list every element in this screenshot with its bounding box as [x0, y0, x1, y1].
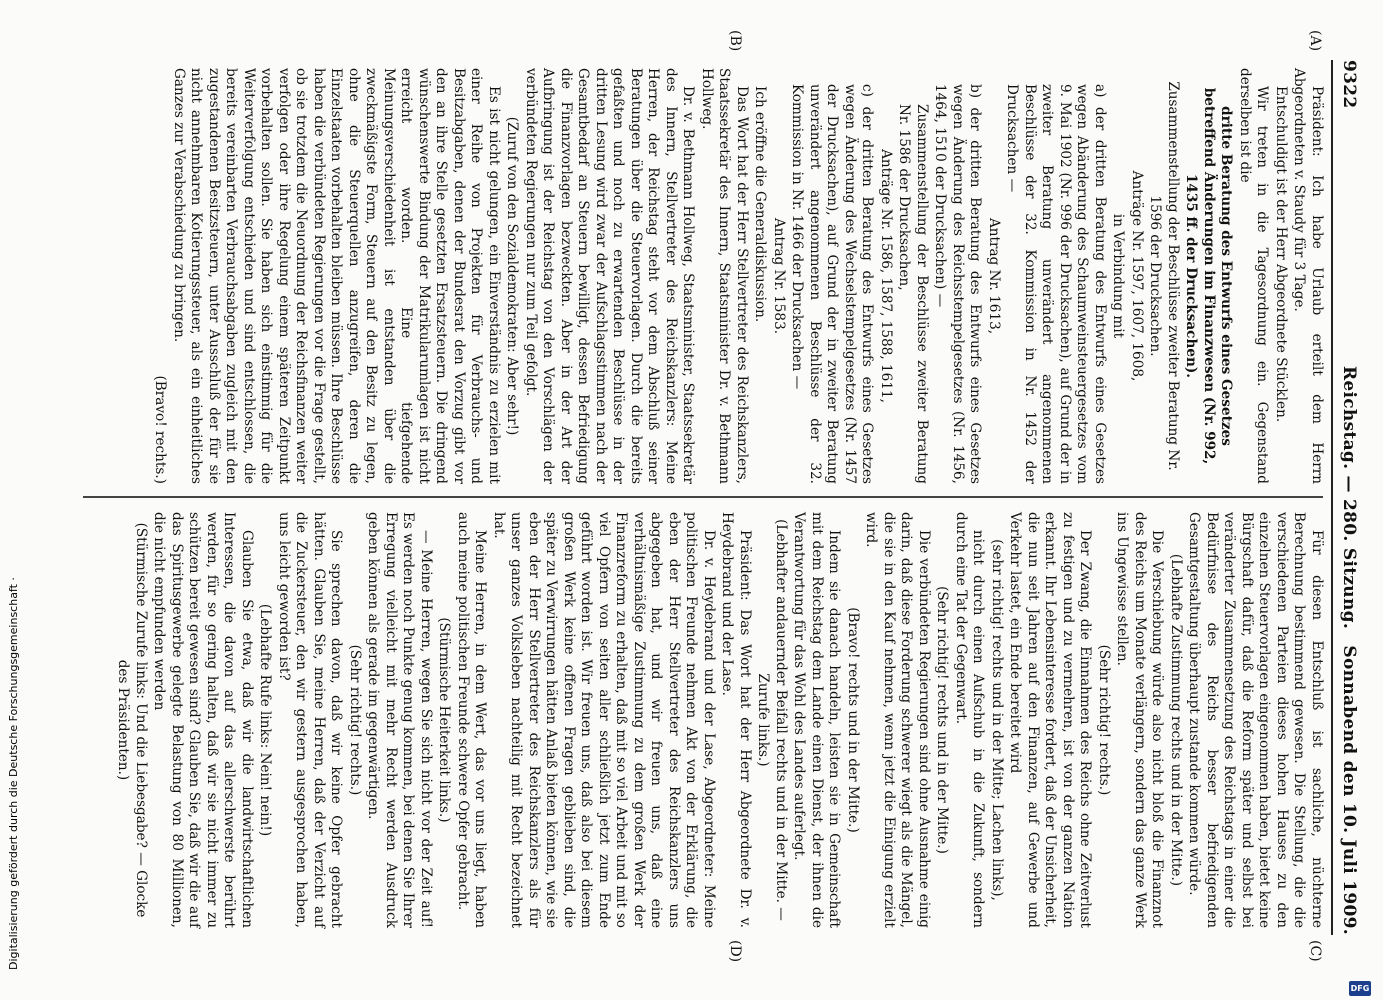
header-rule — [1331, 60, 1333, 935]
paragraph: — Meine Herren, wegen Sie sich nicht vor der Zeit auf! Es werden noch Punkte genug kommen, bei denen Sie Ihrer Erregung vielleicht mit mehr Recht werden Ausdruck geben können als gerade im gegenwärtigen. — [365, 512, 434, 928]
paragraph: Indem sie danach handeln, leisten sie in Gemeinschaft mit dem Reichstag dem Lande einen Dienst, der ihnen die Verantwortung für das Wohl des Landes auferlegt. — [791, 512, 843, 928]
paragraph: Meine Herren, in dem Wert, das vor uns liegt, haben auch meine politischen Freunde schwere Opfer gebracht. — [455, 512, 489, 928]
interjection: (sehr richtig! rechts und in der Mitte; Lachen links), — [989, 539, 1005, 901]
speech: Es ist nicht gelungen, ein Einverständnis zu erzielen mit einer Reihe von Projekten für Verbrauchs- und Besitzabgaben, denen der Bundesrat den Vorzug gibt vor den an ihre Stelle gesetzten Ersatzsteuern. Die dringend wünschenswerte Bindung der Matrikularumlagen ist nicht erreicht worden. Eine tiefgehende Meinungsverschiedenheit ist entstanden über die zweckmäßigste Form, Steuern auf den Besitz zu legen, ohne die Steuerquellen anzugreifen, deren die Einzelstaaten vorbehalten bleiben müssen. Ihre Beschlüsse haben die verbündeten Regierungen vor die Frage gestellt, ob sie trotzdem die Neuordnung der Reichsfinanzen weiter verfolgen oder ihre Regelung einem späteren Zeitpunkt vorbehalten sollen. Sie haben sich einstimmig für die Weiterverfolgung entschieden und sind entschlossen, die bereits vereinbarten Verbrauchsabgaben zugleich mit den zugestandenen Besitzsteuern, unter Ausschluß der für sie nicht annehmbaren Kotierungssteuer, als ein einheitliches Ganzes zur Verabschiedung zu bringen. — [171, 68, 502, 484]
paragraph: Zusammenstellung der Beschlüsse zweiter Beratung Nr. 1596 der Drucksachen. — [1147, 81, 1181, 471]
paragraph: Der Zwang, die Einnahmen des Reichs ohne Zeitverlust zu festigen und zu vermehren, ist von der ganzen Nation erkannt. Ihr Lebensinteresse fordert, daß der Unsicherheit, die nun seit Jahren auf den Finanzen, auf Gewerbe und Verkehr lastet, ein Ende bereitet wird — [1007, 512, 1094, 928]
interjection: (Lebhafte Zustimmung rechts und in der Mitte.) — [1168, 553, 1184, 887]
left-column — [150, 68, 1325, 484]
margin-letter-d: (D) — [727, 940, 743, 963]
dfg-logo: DFG — [1349, 981, 1371, 996]
paragraph: Antrag Nr. 1583. — [771, 217, 787, 335]
paragraph: Anträge Nr. 1597, 1607, 1608, — [1129, 170, 1145, 382]
interjection: (Lebhafte Rufe links: Nein! nein!) — [257, 603, 274, 837]
paragraph: Wir treten in die Tagesordnung ein. Gegenstand derselben ist die — [1237, 68, 1271, 484]
paragraph: Anträge Nr. 1586, 1587, 1588, 1611, — [878, 149, 894, 403]
speech: Dr. v. Bethmann Hollweg, Staatsminister, Staatssekretär des Innern, Stellvertreter des Reichskanzlers: Meine Herren, der Reichstag steht vor dem Abschluß seiner Beratungen über die Steuervorlagen. Durch die bereits gefaßten und noch zu erwartenden Beschlüsse in der dritten Lesung wird zwar der Aufschlagsstimmen nach der Gesamtbedarf an Steuern bewilligt, dessen Befriedigung die Finanzvorlagen bezweckten. Aber in der Art der Aufbringung ist der Reichstag von den Vorschlägen der verbündeten Regierungen nur zum Teil gefolgt. — [523, 68, 697, 484]
page-number: 9322 — [1339, 60, 1359, 109]
interjection: (Sehr richtig! rechts.) — [1096, 644, 1112, 796]
margin-letter-b: (B) — [727, 30, 743, 52]
paragraph: Entschuldigt ist der Herr Abgeordnete Stücklen. — [1273, 86, 1289, 423]
paragraph: Die Verschiebung würde also nicht bloß die Finanznot des Reichs um Monate verlängern, sondern das ganze Werk ins Ungewisse stellen. — [1114, 512, 1166, 928]
interjection: (Sehr richtig! rechts und in der Mitte.) — [934, 586, 951, 854]
interjection: (Bravo! rechts.) — [152, 375, 169, 484]
paragraph: Das Wort hat der Herr Stellvertreter des Reichskanzlers, Staatssekretär des Innern, Staatsminister Dr. v. Bethmann Hollweg. — [699, 68, 750, 484]
page-header — [1331, 60, 1361, 935]
paragraph: Präsident: Das Wort hat der Herr Abgeordnete Dr. v. Heydebrand und der Lase. — [719, 512, 753, 928]
paragraph: Ich eröffne die Generaldiskussion. — [752, 86, 769, 323]
session-date: Sonnabend den 10. Juli 1909. — [1339, 645, 1359, 935]
paragraph: Sie sprechen davon, daß wir keine Opfer gebracht hätten. Glauben Sie, meine Herren, daß der Verzicht auf die Zuckersteuer, den wir gestern ausgesprochen haben, uns leicht geworden ist? — [276, 512, 345, 928]
paragraph: nicht durch einen Aufschub in die Zukunft, sondern durch eine Tat der Gegenwart. — [953, 512, 987, 928]
margin-letter-a: (A) — [1307, 30, 1323, 52]
agenda-item: dritte Beratung des Entwurfs eines Gesetzes betreffend Änderungen im Finanzwesen (Nr. 992, 1435 ff. der Drucksachen). — [1183, 87, 1235, 465]
interjection: (Sehr richtig! rechts.) — [347, 644, 363, 796]
paragraph: Glauben Sie etwa, daß wir die landwirtschaftlichen Interessen, die davon auf das allerschwerste berührt werden, für so gering halten, daß wir sie nicht immer zu schützen bereit gewesen sind? Glauben Sie, daß wir die auf das Spiritusgewerbe gelegte Belastung von 80 Millionen, die nicht empfunden werden — [151, 512, 255, 928]
page-title: Reichstag. — 280. Sitzung. — [1339, 365, 1359, 630]
column-divider — [83, 496, 1323, 498]
interjection: (Bravo! rechts und in der Mitte.) — [845, 607, 861, 833]
agenda-subitem: c) der dritten Beratung des Entwurfs eines Gesetzes wegen Änderung des Wechselstempelgesetzes (Nr. 1457 der Drucksachen), auf Grund der in zweiter Beratung unverändert angenommenen Beschlüsse der 32. Kommission in Nr. 1466 der Drucksachen — — [789, 84, 876, 484]
paragraph: Präsident: Ich habe Urlaub erteilt dem Herrn Abgeordneten v. Staudy für 3 Tage. — [1291, 68, 1325, 484]
paragraph: Antrag Nr. 1613, — [986, 217, 1002, 335]
interjection: (Stürmische Heiterkeit links.) — [436, 617, 453, 823]
interjection: (Lebhafter andauernder Beifall rechts und in der Mitte. — Zurufe links.) — [755, 519, 789, 921]
paragraph: Die verbündeten Regierungen sind ohne Ausnahme einig darin, daß diese Forderung schwerer wiegt als die Mängel, die sie in den Kauf nehmen, wenn jetzt die Einigung erzielt wird. — [863, 512, 932, 928]
paragraph: Für diesen Entschluß ist sachliche, nüchterne Berechnung bestimmend gewesen. Die Stellung, die die verschiedenen Parteien dieses hohen Hauses zu den einzelnen Steuervorlagen eingenommen haben, bietet keine Bürgschaft dafür, daß die Reform später und selbst bei veränderter Zusammensetzung des Reichstags in einer die Bedürfnisse des Reichs besser befriedigenden Gesamtgestaltung überhaupt zustande kommen würde. — [1186, 512, 1325, 928]
agenda-subitem: b) der dritten Beratung des Entwurfs eines Gesetzes wegen Änderung des Reichsstempelgesetzes (Nr. 1456, 1464, 1510 der Drucksachen) — — [932, 84, 984, 484]
speech: Dr. v. Heydebrand und der Lase, Abgeordneter: Meine politischen Freunde nehmen Akt von der Erklärung, die eben der Herr Stellvertreter des Reichskanzlers uns abgegeben hat, und wir freuen uns, daß eine verhältnismäßige Zustimmung zu dem großen Werk der Finanzreform zu erhalten, daß mit so viel Arbeit und mit so viel Opfern von seiten aller schließlich jetzt zum Ende geführt worden ist. Wir freuen uns, daß also bei diesem großen Werk keine offenen Fragen geblieben sind, die später zu Verwirrungen hätten Anlaß bieten können, wie sie eben der Herr Stellvertreter des Reichskanzlers als für unser ganzes Volksleben nachteilig mit Recht bezeichnet hat. — [491, 512, 717, 928]
interjection: (Zuruf von den Sozialdemokraten: Aber sehr!) — [504, 116, 521, 436]
right-column — [113, 512, 1325, 928]
paragraph: in Verbindung mit — [1110, 213, 1127, 339]
footer-credit: Digitalisierung gefördert durch die Deutsche Forschungsgemeinschaft · — [7, 577, 20, 970]
paragraph: Zusammenstellung der Beschlüsse zweiter Beratung Nr. 1586 der Drucksachen, — [896, 104, 930, 484]
agenda-subitem: a) der dritten Beratung des Entwurfs eines Gesetzes wegen Abänderung des Schaumweinsteuergesetzes vom 9. Mai 1902 (Nr. 996 der Drucksachen), auf Grund der in zweiter Beratung unverändert angenommenen Beschlüsse der 32. Kommission in Nr. 1452 der Drucksachen — — [1004, 84, 1108, 484]
interjection: (Stürmische Zurufe links: Und die Liebesgabe? — Glocke des Präsidenten.) — [115, 522, 149, 918]
margin-letter-c: (C) — [1307, 940, 1323, 962]
